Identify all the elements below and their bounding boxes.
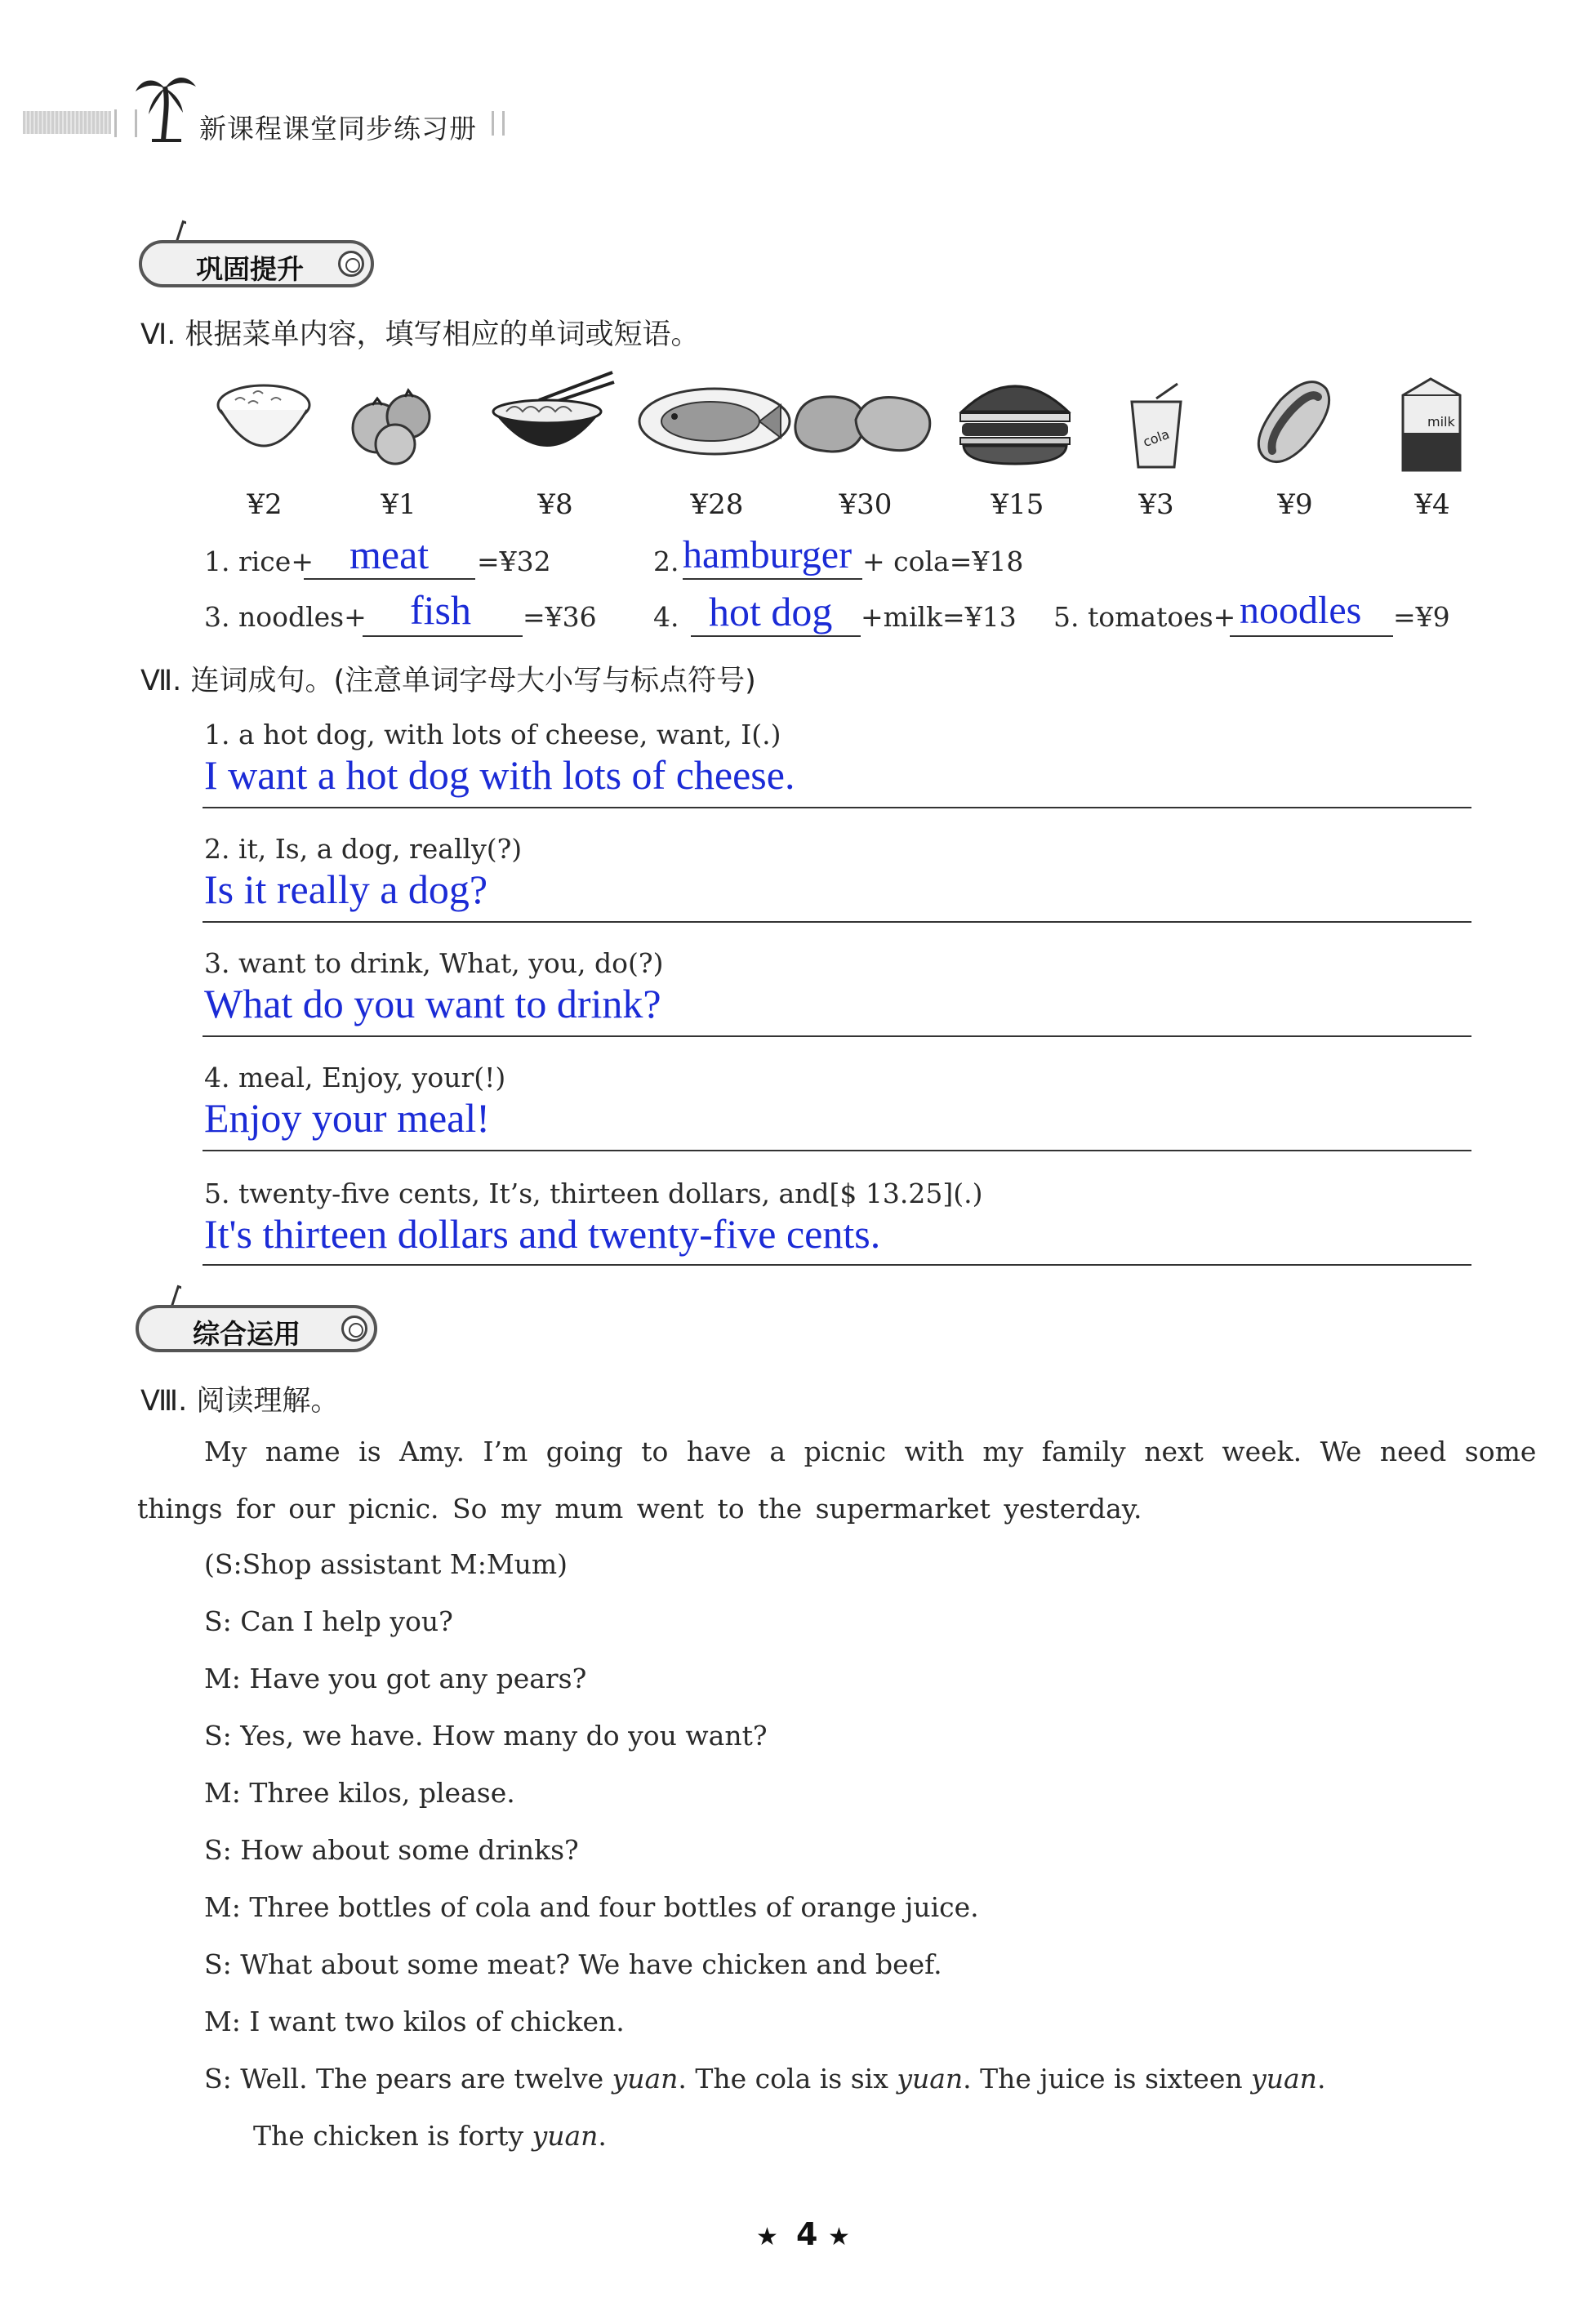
meat-icon [790, 384, 937, 457]
milk-icon [1395, 376, 1468, 474]
reading-roles: (S:Shop assistant M:Mum) [204, 1548, 568, 1580]
s7-q3-answer: What do you want to drink? [204, 981, 661, 1026]
q4-blank-line [691, 635, 861, 637]
q5-blank-line [1230, 635, 1393, 637]
s7-q4-line [203, 1150, 1471, 1151]
page-number: 4 [796, 2216, 818, 2252]
price-fish: ¥28 [690, 488, 744, 521]
s7-q4-answer: Enjoy your meal! [204, 1095, 490, 1141]
q4-prefix: 4. [653, 601, 679, 633]
s7-q1-prompt: 1. a hot dog, with lots of cheese, want, I(.) [204, 719, 781, 750]
s7-q4-prompt: 4. meal, Enjoy, your(!) [204, 1062, 506, 1093]
badge-label: 巩固提升 [196, 253, 304, 285]
section-7-title: Ⅶ. 连词成句。(注意单词字母大小写与标点符号) [140, 665, 756, 697]
dialogue-line: M: I want two kilos of chicken. [204, 2006, 625, 2037]
dialogue-line: M: Have you got any pears? [204, 1663, 587, 1694]
q4-suffix: +milk=¥13 [861, 601, 1017, 633]
dialogue-line: S: What about some meat? We have chicken and beef. [204, 1948, 942, 1980]
price-rice: ¥2 [247, 488, 283, 521]
fish-icon [637, 384, 792, 457]
price-cola: ¥3 [1138, 488, 1174, 521]
q1-answer: meat [349, 532, 430, 577]
q3-blank-line [363, 635, 523, 637]
badge-ring-icon [341, 1316, 367, 1342]
dialogue-line: M: Three kilos, please. [204, 1777, 515, 1809]
q1-suffix: =¥32 [477, 545, 551, 577]
q1-blank-line [304, 578, 475, 580]
badge-label: 综合运用 [193, 1318, 301, 1350]
header-decor-end [492, 111, 505, 136]
star-icon: ★ [828, 2223, 850, 2251]
q3-suffix: =¥36 [523, 601, 597, 633]
dialogue-line-final: S: Well. The pears are twelve yuan. The cola is six yuan. The juice is sixteen yuan. [204, 2063, 1326, 2095]
s7-q1-answer: I want a hot dog with lots of cheese. [204, 752, 795, 798]
noodles-icon [482, 367, 621, 465]
q2-suffix: + cola=¥18 [862, 545, 1024, 577]
rice-bowl-icon [211, 376, 317, 465]
s7-q1-line [203, 807, 1471, 808]
dialogue-line: M: Three bottles of cola and four bottles of orange juice. [204, 1891, 979, 1923]
s7-q2-answer: Is it really a dog? [204, 866, 488, 912]
reading-para-line1: My name is Amy. I’m going to have a picnic with my family next week. We need some [204, 1436, 1537, 1467]
dialogue-line-final-cont: The chicken is forty yuan. [253, 2120, 607, 2152]
s7-q2-line [203, 921, 1471, 923]
badge-ring-icon [338, 251, 364, 277]
s7-q3-line [203, 1035, 1471, 1037]
s7-q5-answer: It's thirteen dollars and twenty-five cents. [204, 1211, 881, 1257]
price-milk: ¥4 [1414, 488, 1450, 521]
section-badge-consolidate [139, 240, 374, 287]
hot-dog-icon [1248, 376, 1338, 474]
price-noodles: ¥8 [537, 488, 573, 521]
tomatoes-icon [343, 376, 441, 465]
price-hamburger: ¥15 [991, 488, 1044, 521]
header-decor-bar [23, 111, 111, 134]
q5-answer: noodles [1240, 589, 1362, 632]
q1-prefix: 1. rice+ [204, 545, 314, 577]
q5-suffix: =¥9 [1393, 601, 1450, 633]
cola-icon [1124, 382, 1189, 472]
section-badge-comprehensive [136, 1305, 377, 1352]
svg-text:cola: cola [1141, 425, 1172, 450]
header-title: 新课程课堂同步练习册 [199, 113, 477, 145]
section-6-title: Ⅵ. 根据菜单内容，填写相应的单词或短语。 [140, 318, 700, 351]
price-hot-dog: ¥9 [1277, 488, 1313, 521]
q2-prefix: 2. [653, 545, 679, 577]
q2-answer: hamburger [683, 533, 853, 577]
s7-q2-prompt: 2. it, Is, a dog, really(?) [204, 833, 523, 865]
price-tomatoes: ¥1 [381, 488, 416, 521]
section-8-title: Ⅷ. 阅读理解。 [140, 1385, 340, 1418]
svg-text:milk: milk [1427, 414, 1455, 430]
q3-answer: fish [410, 587, 471, 633]
reading-para-line2: things for our picnic. So my mum went to the supermarket yesterday. [137, 1493, 1142, 1525]
q5-prefix: 5. tomatoes+ [1053, 601, 1236, 633]
dialogue-line: S: How about some drinks? [204, 1834, 579, 1866]
s7-q3-prompt: 3. want to drink, What, you, do(?) [204, 947, 664, 979]
dialogue-line: S: Can I help you? [204, 1605, 453, 1637]
q2-blank-line [683, 578, 862, 580]
palm-tree-icon [132, 70, 198, 142]
s7-q5-prompt: 5. twenty-five cents, It’s, thirteen dollars, and[$ 13.25](.) [204, 1178, 983, 1209]
hamburger-icon [954, 374, 1076, 465]
price-meat: ¥30 [839, 488, 893, 521]
dialogue-line: S: Yes, we have. How many do you want? [204, 1720, 768, 1752]
q3-prefix: 3. noodles+ [204, 601, 367, 633]
star-icon: ★ [756, 2223, 778, 2251]
q4-answer: hot dog [709, 589, 833, 634]
s7-q5-line [203, 1264, 1471, 1266]
